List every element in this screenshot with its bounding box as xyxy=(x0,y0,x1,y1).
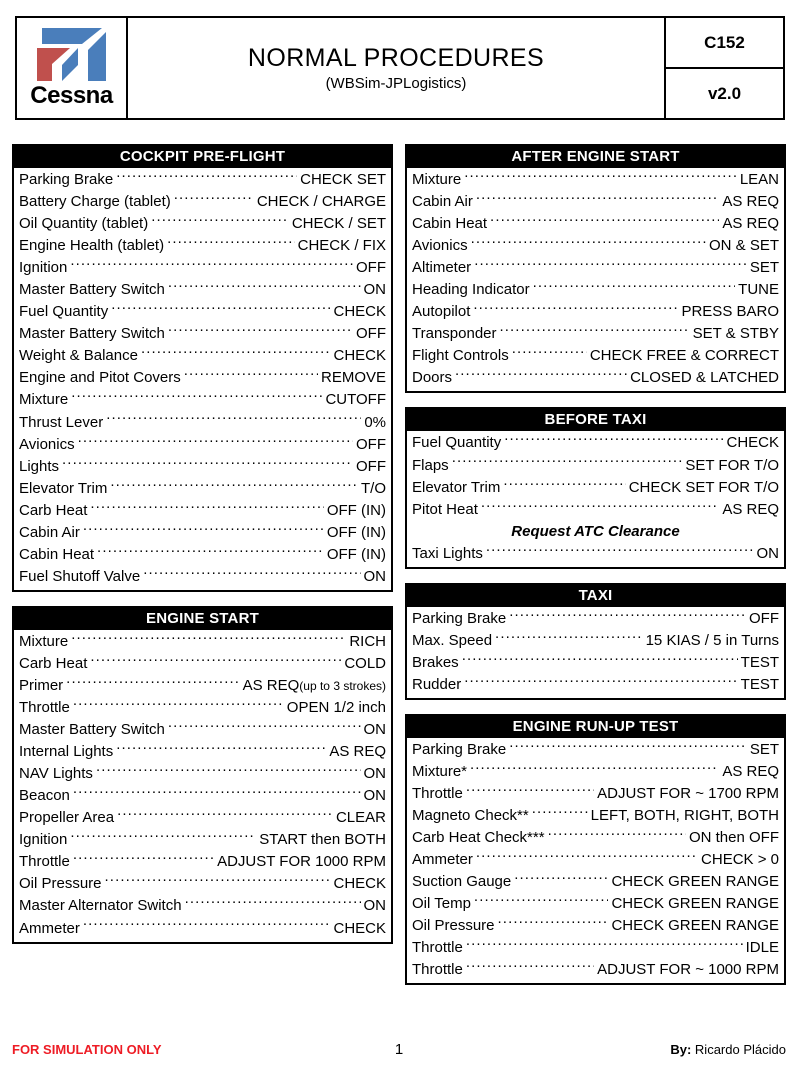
checklist-item-label: Parking Brake xyxy=(412,609,507,627)
checklist-row xyxy=(412,191,779,213)
checklist-item-label: Doors xyxy=(412,369,453,387)
checklist-item-action: CHECK GREEN RANGE xyxy=(611,873,779,891)
dot-leader xyxy=(184,367,318,382)
checklist-row xyxy=(19,631,386,653)
checklist-row xyxy=(19,675,386,697)
checklist-item-action: CHECK / SET xyxy=(291,215,386,233)
checklist-item-action: AS REQ xyxy=(242,676,300,694)
checklist-item-action: OPEN 1/2 inch xyxy=(286,699,386,717)
checklist-row xyxy=(412,455,779,477)
section-rows xyxy=(407,738,784,984)
checklist-item-label: Internal Lights xyxy=(19,743,114,761)
dot-leader xyxy=(532,805,588,820)
section-rows xyxy=(14,630,391,942)
checklist-item-action: CLOSED & LATCHED xyxy=(630,369,779,387)
dot-leader xyxy=(470,761,719,776)
dot-leader xyxy=(78,434,353,449)
checklist-row xyxy=(412,499,779,521)
dot-leader xyxy=(462,652,738,667)
checklist-item-label: Master Battery Switch xyxy=(19,281,165,299)
checklist-item-action: OFF (IN) xyxy=(326,545,386,563)
checklist-item-action: CHECK SET xyxy=(300,171,386,188)
checklist-item-action: SET xyxy=(749,740,779,758)
dot-leader xyxy=(70,257,353,272)
checklist-item-label: Avionics xyxy=(19,435,75,453)
checklist-item-label: Altimeter xyxy=(412,259,472,277)
dot-leader xyxy=(97,544,324,559)
checklist-item-action: ON xyxy=(363,765,386,783)
checklist-item-label: Flaps xyxy=(412,456,449,474)
checklist-item-action: AS REQ xyxy=(329,743,386,761)
dot-leader xyxy=(143,566,360,581)
dot-leader xyxy=(490,213,719,228)
dot-leader xyxy=(90,653,341,668)
dot-leader xyxy=(90,500,323,515)
checklist-item-label: Throttle xyxy=(412,961,463,979)
checklist-item-label: Engine and Pitot Covers xyxy=(19,369,181,387)
checklist-item-action: OFF (IN) xyxy=(326,501,386,519)
checklist-item-action: CHECK xyxy=(333,875,386,893)
checklist-row xyxy=(412,849,779,871)
checklist-row xyxy=(19,235,386,257)
checklist-item-label: Pitot Heat xyxy=(412,500,478,518)
checklist-item-action: CUTOFF xyxy=(325,391,386,409)
checklist-row xyxy=(412,367,779,389)
checklist-item-label: Battery Charge (tablet) xyxy=(19,193,171,211)
dot-leader xyxy=(500,323,690,338)
dot-leader xyxy=(474,893,609,908)
checklist-row xyxy=(412,257,779,279)
checklist-item-action: CHECK SET FOR T/O xyxy=(628,478,779,496)
checklist-item-label: Fuel Quantity xyxy=(19,303,109,321)
section-rows xyxy=(14,168,391,590)
checklist-row xyxy=(19,829,386,851)
checklist-item-action: LEAN xyxy=(739,171,779,188)
checklist-item-action: ON xyxy=(363,897,386,915)
dot-leader xyxy=(73,697,284,712)
section-title: TAXI xyxy=(407,585,784,607)
section-title: ENGINE START xyxy=(14,608,391,630)
checklist-item-label: Oil Temp xyxy=(412,895,471,913)
checklist-item-label: Carb Heat xyxy=(19,654,88,672)
checklist-item-label: Weight & Balance xyxy=(19,347,138,365)
checklist-row xyxy=(19,478,386,500)
checklist-item-action: START then BOTH xyxy=(259,831,386,849)
checklist-item-label: Elevator Trim xyxy=(19,479,108,497)
brand-logo-cell xyxy=(17,18,128,118)
checklist-item-action: CHECK > 0 xyxy=(701,851,779,869)
title-cell xyxy=(128,18,666,118)
checklist-item-action: ON xyxy=(363,721,386,739)
dot-leader xyxy=(141,345,331,360)
checklist-item-label: Ammeter xyxy=(19,919,80,937)
dot-leader xyxy=(168,719,361,734)
checklist-row xyxy=(19,522,386,544)
checklist-row xyxy=(19,785,386,807)
dot-leader xyxy=(185,895,361,910)
checklist-row xyxy=(19,456,386,478)
checklist-item-action: OFF xyxy=(356,435,386,453)
checklist-item-label: Throttle xyxy=(19,699,70,717)
checklist-row xyxy=(412,345,779,367)
checklist-row xyxy=(412,301,779,323)
author-credit xyxy=(531,1042,786,1057)
checklist-row xyxy=(19,500,386,522)
section-title: COCKPIT PRE-FLIGHT xyxy=(14,146,391,168)
checklist-row xyxy=(19,389,386,411)
dot-leader xyxy=(514,871,608,886)
dot-leader xyxy=(471,235,706,250)
checklist-item-label: Rudder xyxy=(412,675,462,693)
dot-leader xyxy=(473,301,678,316)
dot-leader xyxy=(151,213,289,228)
dot-leader xyxy=(168,323,353,338)
section-rows xyxy=(407,168,784,391)
document-version: v2.0 xyxy=(707,83,742,103)
checklist-row xyxy=(19,323,386,345)
checklist-row xyxy=(412,761,779,783)
section-rows xyxy=(407,431,784,566)
dot-leader xyxy=(71,389,322,404)
checklist-item-label: Master Alternator Switch xyxy=(19,897,182,915)
dot-leader xyxy=(83,522,324,537)
dot-leader xyxy=(168,279,361,294)
checklist-item-label: Engine Health (tablet) xyxy=(19,237,165,255)
checklist-item-label: Ignition xyxy=(19,831,68,849)
checklist-item-label: Avionics xyxy=(412,237,468,255)
checklist-item-action: LEFT, BOTH, RIGHT, BOTH xyxy=(590,807,779,825)
checklist-item-label: Propeller Area xyxy=(19,809,115,827)
dot-leader xyxy=(105,873,331,888)
dot-leader xyxy=(73,851,214,866)
section-after-engine-start xyxy=(405,144,786,393)
checklist-item-action: ON & SET xyxy=(708,237,779,255)
checklist-item-label: NAV Lights xyxy=(19,765,93,783)
checklist-item-action: CHECK / FIX xyxy=(297,237,386,255)
dot-leader xyxy=(464,169,737,184)
aircraft-model: C152 xyxy=(666,18,783,69)
checklist-row xyxy=(412,608,779,630)
checklist-item-label: Fuel Quantity xyxy=(412,434,502,452)
dot-leader xyxy=(110,478,358,493)
checklist-row xyxy=(412,213,779,235)
checklist-item-label: Throttle xyxy=(19,853,70,871)
checklist-item-label: Master Battery Switch xyxy=(19,325,165,343)
document-meta-cell xyxy=(666,18,783,118)
checklist-item-action: TEST xyxy=(740,653,779,671)
checklist-item-action: ADJUST FOR ~ 1700 RPM xyxy=(597,785,779,803)
dot-leader xyxy=(466,959,594,974)
checklist-item-action: RICH xyxy=(349,632,386,650)
dot-leader xyxy=(466,937,743,952)
checklist-item-action: CHECK GREEN RANGE xyxy=(611,895,779,913)
checklist-item-label: Oil Pressure xyxy=(412,917,495,935)
checklist-item-action: ON xyxy=(363,787,386,805)
dot-leader xyxy=(116,741,326,756)
checklist-item-action: ON then OFF xyxy=(688,829,779,847)
checklist-item-action: ON xyxy=(756,544,779,562)
checklist-item-label: Max. Speed xyxy=(412,631,493,649)
checklist-item-action: CHECK / CHARGE xyxy=(256,193,386,211)
checklist-item-label: Suction Gauge xyxy=(412,873,512,891)
checklist-row xyxy=(19,653,386,675)
checklist-item-label: Ignition xyxy=(19,259,68,277)
checklist-item-action: ADJUST FOR ~ 1000 RPM xyxy=(597,961,779,979)
checklist-item-label: Parking Brake xyxy=(19,171,114,188)
checklist-row xyxy=(19,719,386,741)
checklist-item-label: Brakes xyxy=(412,653,459,671)
checklist-item-action: CLEAR xyxy=(335,809,386,827)
checklist-item-action: AS REQ xyxy=(722,193,779,211)
checklist-item-action: 0% xyxy=(364,413,386,431)
dot-leader xyxy=(70,829,256,844)
checklist-row xyxy=(19,191,386,213)
checklist-row xyxy=(19,566,386,588)
document-header xyxy=(15,16,785,120)
checklist-row xyxy=(19,213,386,235)
checklist-row xyxy=(19,345,386,367)
dot-leader xyxy=(111,301,330,316)
page-footer xyxy=(12,1041,786,1058)
checklist-item-action: REMOVE xyxy=(320,369,386,387)
checklist-item-label: Throttle xyxy=(412,785,463,803)
dot-leader xyxy=(486,543,754,558)
checklist-row xyxy=(412,739,779,761)
cessna-wordmark: Cessna xyxy=(30,82,113,109)
checklist-item-label: Throttle xyxy=(412,939,463,957)
checklist-item-action: CHECK xyxy=(726,434,779,452)
checklist-item-action: SET & STBY xyxy=(692,325,779,343)
dot-leader xyxy=(495,630,643,645)
checklist-item-action: PRESS BARO xyxy=(681,303,779,321)
checklist-item-action: CHECK FREE & CORRECT xyxy=(589,347,779,365)
checklist-item-action: CHECK xyxy=(333,347,386,365)
dot-leader xyxy=(512,345,587,360)
checklist-row xyxy=(19,169,386,191)
checklist-row xyxy=(412,915,779,937)
checklist-row xyxy=(412,827,779,849)
checklist-item-label: Mixture* xyxy=(412,762,468,780)
checklist-item-action: OFF (IN) xyxy=(326,523,386,541)
checklist-item-label: Fuel Shutoff Valve xyxy=(19,567,141,585)
checklist-row xyxy=(19,763,386,785)
checklist-row xyxy=(19,697,386,719)
checklist-item-label: Taxi Lights xyxy=(412,544,483,562)
checklist-item-label: Carb Heat Check*** xyxy=(412,829,545,847)
dot-leader xyxy=(474,257,747,272)
checklist-item-label: Oil Pressure xyxy=(19,875,102,893)
checklist-item-label: Magneto Check** xyxy=(412,807,529,825)
dot-leader xyxy=(174,191,254,206)
checklist-item-action: AS REQ xyxy=(722,215,779,233)
checklist-column-right xyxy=(405,144,786,999)
checklist-row xyxy=(19,873,386,895)
checklist-item-label: Thrust Lever xyxy=(19,413,104,431)
checklist-item-label: Primer xyxy=(19,676,64,694)
dot-leader xyxy=(66,675,239,690)
section-engine-start xyxy=(12,606,393,944)
checklist-item-action: TEST xyxy=(740,675,779,693)
checklist-item-action: AS REQ xyxy=(722,762,779,780)
dot-leader xyxy=(455,367,627,382)
checklist-item-label: Elevator Trim xyxy=(412,478,501,496)
checklist-row xyxy=(19,434,386,456)
dot-leader xyxy=(96,763,361,778)
checklist-item-label: Mixture xyxy=(412,171,462,188)
checklist-row xyxy=(19,301,386,323)
dot-leader xyxy=(498,915,609,930)
page-number: 1 xyxy=(394,1041,404,1058)
dot-leader xyxy=(533,279,736,294)
checklist-row xyxy=(412,235,779,257)
dot-leader xyxy=(481,499,719,514)
checklist-item-label: Flight Controls xyxy=(412,347,509,365)
author-name: Ricardo Plácido xyxy=(694,1042,786,1057)
checklist-item-label: Mixture xyxy=(19,391,69,409)
dot-leader xyxy=(548,827,686,842)
checklist-column-left xyxy=(12,144,393,958)
checklist-item-action: CHECK xyxy=(333,919,386,937)
checklist-item-action: OFF xyxy=(356,457,386,475)
checklist-row xyxy=(412,871,779,893)
dot-leader xyxy=(73,785,361,800)
page-subtitle: (WBSim-JPLogistics) xyxy=(325,75,467,93)
author-label: By: xyxy=(670,1042,692,1057)
checklist-item-label: Ammeter xyxy=(412,851,473,869)
section-cockpit-preflight xyxy=(12,144,393,592)
checklist-item-label: Autopilot xyxy=(412,303,471,321)
checklist-item-label: Oil Quantity (tablet) xyxy=(19,215,149,233)
dot-leader xyxy=(452,455,683,470)
dot-leader xyxy=(117,807,333,822)
dot-leader xyxy=(62,456,353,471)
section-title: BEFORE TAXI xyxy=(407,409,784,431)
dot-leader xyxy=(464,674,737,689)
checklist-row xyxy=(412,432,779,454)
checklist-row xyxy=(19,367,386,389)
dot-leader xyxy=(116,169,297,184)
checklist-row xyxy=(412,169,779,191)
checklist-item-action: OFF xyxy=(356,259,386,277)
checklist-row xyxy=(412,674,779,696)
dot-leader xyxy=(476,191,719,206)
checklist-item-action: ON xyxy=(363,281,386,299)
checklist-row xyxy=(412,477,779,499)
checklist-item-label: Cabin Heat xyxy=(412,215,488,233)
dot-leader xyxy=(466,783,594,798)
dot-leader xyxy=(503,477,625,492)
section-title: ENGINE RUN-UP TEST xyxy=(407,716,784,738)
checklist-item-action: ADJUST FOR 1000 RPM xyxy=(217,853,386,871)
checklist-item-action: AS REQ xyxy=(722,500,779,518)
checklist-item-action: OFF xyxy=(356,325,386,343)
checklist-item-label: Beacon xyxy=(19,787,70,805)
page-title: NORMAL PROCEDURES xyxy=(247,43,545,72)
checklist-item-action: CHECK GREEN RANGE xyxy=(611,917,779,935)
checklist-row xyxy=(412,937,779,959)
checklist-item-action: IDLE xyxy=(745,939,779,957)
checklist-row xyxy=(412,893,779,915)
cessna-logo-icon xyxy=(34,26,110,83)
checklist-item-label: Parking Brake xyxy=(412,740,507,758)
dot-leader xyxy=(106,412,361,427)
checklist-item-label: Transponder xyxy=(412,325,497,343)
checklist-row xyxy=(19,544,386,566)
section-taxi xyxy=(405,583,786,700)
checklist-item-action: CHECK xyxy=(333,303,386,321)
section-rows xyxy=(407,607,784,698)
dot-leader xyxy=(509,739,747,754)
checklist-item-label: Heading Indicator xyxy=(412,281,530,299)
checklist-item-action: OFF xyxy=(749,609,779,627)
dot-leader xyxy=(71,631,346,646)
checklist-item-label: Lights xyxy=(19,457,60,475)
dot-leader xyxy=(167,235,295,250)
section-before-taxi xyxy=(405,407,786,568)
checklist-row xyxy=(19,895,386,917)
dot-leader xyxy=(83,918,331,933)
checklist-item-label: Cabin Air xyxy=(412,193,473,211)
checklist-row xyxy=(19,918,386,940)
checklist-item-action: 15 KIAS / 5 in Turns xyxy=(645,631,779,649)
checklist-item-label: Cabin Heat xyxy=(19,545,95,563)
section-title: AFTER ENGINE START xyxy=(407,146,784,168)
checklist-note: Request ATC Clearance xyxy=(511,522,680,540)
checklist-row xyxy=(412,805,779,827)
checklist-row xyxy=(19,257,386,279)
checklist-row xyxy=(412,652,779,674)
checklist-item-label: Master Battery Switch xyxy=(19,721,165,739)
checklist-item-label: Mixture xyxy=(19,632,69,650)
checklist-item-action-note: (up to 3 strokes) xyxy=(299,678,386,693)
section-engine-runup-test xyxy=(405,714,786,986)
checklist-item-action: SET FOR T/O xyxy=(685,456,779,474)
checklist-row xyxy=(412,543,779,565)
checklist-row xyxy=(19,279,386,301)
checklist-row xyxy=(412,630,779,652)
simulation-disclaimer: FOR SIMULATION ONLY xyxy=(12,1042,162,1057)
dot-leader xyxy=(476,849,698,864)
checklist-row xyxy=(412,959,779,981)
checklist-item-action: T/O xyxy=(361,479,386,497)
checklist-item-action: TUNE xyxy=(738,281,779,299)
dot-leader xyxy=(509,608,746,623)
checklist-item-action: SET xyxy=(749,259,779,277)
checklist-row xyxy=(19,851,386,873)
checklist-item-label: Cabin Air xyxy=(19,523,80,541)
checklist-item-label: Carb Heat xyxy=(19,501,88,519)
checklist-row xyxy=(19,741,386,763)
dot-leader xyxy=(504,432,723,447)
checklist-item-action: COLD xyxy=(344,654,386,672)
checklist-item-action: ON xyxy=(363,567,386,585)
checklist-row xyxy=(412,323,779,345)
checklist-row xyxy=(412,279,779,301)
checklist-row xyxy=(412,783,779,805)
checklist-row xyxy=(19,807,386,829)
checklist-row xyxy=(19,412,386,434)
